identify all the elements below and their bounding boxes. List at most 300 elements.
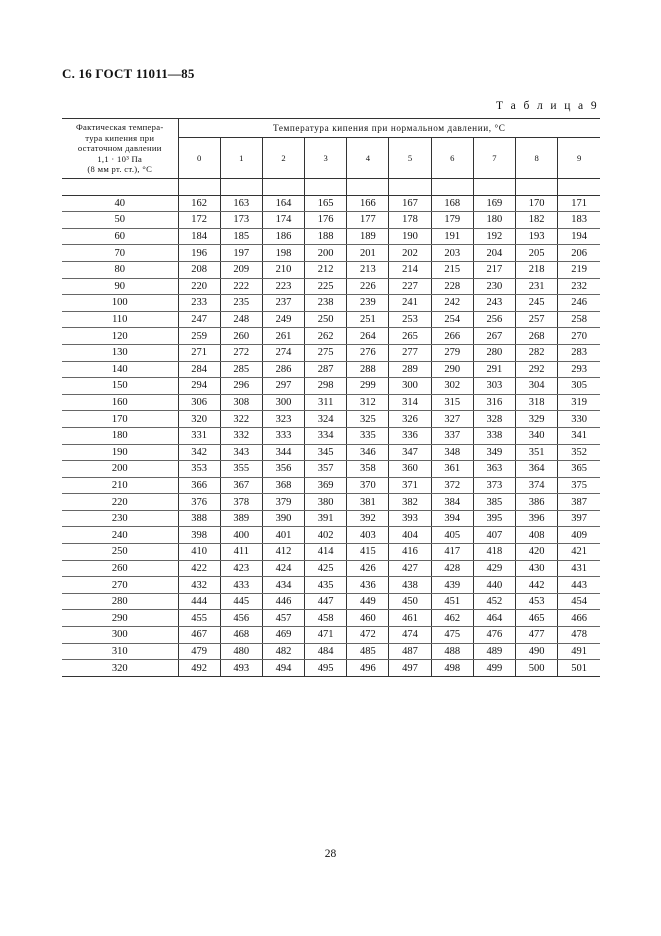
table-cell: 408 <box>516 527 558 544</box>
row-key-cell: 60 <box>62 228 178 245</box>
table-cell: 294 <box>178 378 220 395</box>
table-cell: 365 <box>558 461 600 478</box>
table-cell: 329 <box>516 411 558 428</box>
table-cell: 400 <box>220 527 262 544</box>
table-cell: 500 <box>516 660 558 677</box>
row-key-cell: 90 <box>62 278 178 295</box>
row-key-cell: 80 <box>62 261 178 278</box>
table-cell: 314 <box>389 394 431 411</box>
table-cell: 340 <box>516 427 558 444</box>
table-cell: 475 <box>431 627 473 644</box>
table-cell: 300 <box>262 394 304 411</box>
row-key-cell: 210 <box>62 477 178 494</box>
table-cell: 325 <box>347 411 389 428</box>
table-cell: 237 <box>262 295 304 312</box>
spacer-cell <box>389 179 431 196</box>
table-cell: 355 <box>220 461 262 478</box>
table-cell: 491 <box>558 643 600 660</box>
table-cell: 196 <box>178 245 220 262</box>
row-key-cell: 130 <box>62 344 178 361</box>
table-cell: 331 <box>178 427 220 444</box>
table-row <box>62 544 600 561</box>
table-cell: 230 <box>473 278 515 295</box>
spacer-cell <box>262 179 304 196</box>
table-cell: 374 <box>516 477 558 494</box>
table-row <box>62 593 600 610</box>
table-cell: 361 <box>431 461 473 478</box>
table-cell: 451 <box>431 593 473 610</box>
table-cell: 250 <box>305 311 347 328</box>
table-row <box>62 627 600 644</box>
table-cell: 173 <box>220 212 262 229</box>
table-row <box>62 261 600 278</box>
table-cell: 179 <box>431 212 473 229</box>
table-row <box>62 461 600 478</box>
table-cell: 200 <box>305 245 347 262</box>
table-cell: 395 <box>473 510 515 527</box>
group-header: Температура кипения при нормальном давлении, °С <box>178 119 600 138</box>
table-caption: Т а б л и ц а 9 <box>495 100 599 112</box>
table-cell: 318 <box>516 394 558 411</box>
table-cell: 404 <box>389 527 431 544</box>
row-key-cell: 240 <box>62 527 178 544</box>
table-cell: 254 <box>431 311 473 328</box>
row-key-cell: 260 <box>62 560 178 577</box>
table-cell: 274 <box>262 344 304 361</box>
table-cell: 428 <box>431 560 473 577</box>
table-cell: 401 <box>262 527 304 544</box>
table-cell: 450 <box>389 593 431 610</box>
row-header-cell <box>62 119 178 179</box>
table-cell: 268 <box>516 328 558 345</box>
table-cell: 357 <box>305 461 347 478</box>
table-cell: 334 <box>305 427 347 444</box>
table-cell: 348 <box>431 444 473 461</box>
table-cell: 411 <box>220 544 262 561</box>
table-cell: 457 <box>262 610 304 627</box>
table-cell: 492 <box>178 660 220 677</box>
table-cell: 311 <box>305 394 347 411</box>
table-cell: 444 <box>178 593 220 610</box>
table-cell: 445 <box>220 593 262 610</box>
table-cell: 212 <box>305 261 347 278</box>
header-spacer-row <box>62 179 600 196</box>
table-cell: 407 <box>473 527 515 544</box>
table-cell: 431 <box>558 560 600 577</box>
table-cell: 305 <box>558 378 600 395</box>
table-cell: 271 <box>178 344 220 361</box>
table-cell: 291 <box>473 361 515 378</box>
table-cell: 371 <box>389 477 431 494</box>
table-cell: 209 <box>220 261 262 278</box>
table-cell: 337 <box>431 427 473 444</box>
table-cell: 197 <box>220 245 262 262</box>
table-row <box>62 328 600 345</box>
table-cell: 168 <box>431 195 473 212</box>
table-cell: 279 <box>431 344 473 361</box>
table-cell: 381 <box>347 494 389 511</box>
table-cell: 270 <box>558 328 600 345</box>
table-cell: 219 <box>558 261 600 278</box>
table-cell: 465 <box>516 610 558 627</box>
table-cell: 364 <box>516 461 558 478</box>
table-cell: 455 <box>178 610 220 627</box>
table-cell: 366 <box>178 477 220 494</box>
table-cell: 332 <box>220 427 262 444</box>
table-cell: 213 <box>347 261 389 278</box>
table-cell: 415 <box>347 544 389 561</box>
table-cell: 501 <box>558 660 600 677</box>
table-cell: 462 <box>431 610 473 627</box>
table-cell: 479 <box>178 643 220 660</box>
table-cell: 228 <box>431 278 473 295</box>
table-cell: 210 <box>262 261 304 278</box>
table-cell: 349 <box>473 444 515 461</box>
table-cell: 421 <box>558 544 600 561</box>
table-cell: 176 <box>305 212 347 229</box>
table-cell: 478 <box>558 627 600 644</box>
table-cell: 440 <box>473 577 515 594</box>
table-cell: 326 <box>389 411 431 428</box>
table-cell: 468 <box>220 627 262 644</box>
table-row <box>62 610 600 627</box>
table-cell: 414 <box>305 544 347 561</box>
table-cell: 191 <box>431 228 473 245</box>
table-cell: 338 <box>473 427 515 444</box>
table-cell: 167 <box>389 195 431 212</box>
table-cell: 412 <box>262 544 304 561</box>
table-cell: 171 <box>558 195 600 212</box>
table-cell: 293 <box>558 361 600 378</box>
table-cell: 202 <box>389 245 431 262</box>
table-cell: 477 <box>516 627 558 644</box>
table-cell: 206 <box>558 245 600 262</box>
table-cell: 385 <box>473 494 515 511</box>
table-cell: 262 <box>305 328 347 345</box>
boiling-point-table <box>62 118 600 677</box>
table-cell: 346 <box>347 444 389 461</box>
column-header: 4 <box>347 138 389 179</box>
table-row <box>62 378 600 395</box>
table-cell: 288 <box>347 361 389 378</box>
table-cell: 232 <box>558 278 600 295</box>
table-cell: 420 <box>516 544 558 561</box>
table-cell: 454 <box>558 593 600 610</box>
table-row <box>62 477 600 494</box>
table-cell: 323 <box>262 411 304 428</box>
table-cell: 466 <box>558 610 600 627</box>
table-cell: 363 <box>473 461 515 478</box>
table-cell: 482 <box>262 643 304 660</box>
table-cell: 201 <box>347 245 389 262</box>
table-row <box>62 560 600 577</box>
table-cell: 380 <box>305 494 347 511</box>
row-key-cell: 50 <box>62 212 178 229</box>
table-cell: 258 <box>558 311 600 328</box>
table-cell: 292 <box>516 361 558 378</box>
table-cell: 225 <box>305 278 347 295</box>
table-row <box>62 195 600 212</box>
row-key-cell: 250 <box>62 544 178 561</box>
table-row <box>62 228 600 245</box>
table-cell: 238 <box>305 295 347 312</box>
table-cell: 458 <box>305 610 347 627</box>
table-cell: 177 <box>347 212 389 229</box>
row-key-cell: 320 <box>62 660 178 677</box>
table-cell: 190 <box>389 228 431 245</box>
table-row <box>62 311 600 328</box>
table-cell: 368 <box>262 477 304 494</box>
table-cell: 231 <box>516 278 558 295</box>
table-cell: 256 <box>473 311 515 328</box>
table-cell: 416 <box>389 544 431 561</box>
table-cell: 370 <box>347 477 389 494</box>
table-cell: 239 <box>347 295 389 312</box>
table-cell: 396 <box>516 510 558 527</box>
table-cell: 184 <box>178 228 220 245</box>
spacer-cell <box>62 179 178 196</box>
column-header: 2 <box>262 138 304 179</box>
table-cell: 253 <box>389 311 431 328</box>
table-cell: 203 <box>431 245 473 262</box>
table-cell: 235 <box>220 295 262 312</box>
table-cell: 182 <box>516 212 558 229</box>
table-cell: 453 <box>516 593 558 610</box>
table-cell: 227 <box>389 278 431 295</box>
table-cell: 430 <box>516 560 558 577</box>
table-cell: 439 <box>431 577 473 594</box>
table-cell: 222 <box>220 278 262 295</box>
table-cell: 302 <box>431 378 473 395</box>
table-row <box>62 295 600 312</box>
table-cell: 241 <box>389 295 431 312</box>
table-cell: 217 <box>473 261 515 278</box>
table-cell: 389 <box>220 510 262 527</box>
table-cell: 267 <box>473 328 515 345</box>
row-key-cell: 70 <box>62 245 178 262</box>
row-header-line: Фактическая темпера- <box>75 122 164 133</box>
table-cell: 285 <box>220 361 262 378</box>
table-cell: 282 <box>516 344 558 361</box>
table-cell: 328 <box>473 411 515 428</box>
table-cell: 174 <box>262 212 304 229</box>
table-row <box>62 427 600 444</box>
row-header-line: 1,1 · 10³ Па <box>97 153 143 164</box>
table-cell: 447 <box>305 593 347 610</box>
table-row <box>62 344 600 361</box>
table-cell: 277 <box>389 344 431 361</box>
table-cell: 489 <box>473 643 515 660</box>
spacer-cell <box>558 179 600 196</box>
table-cell: 163 <box>220 195 262 212</box>
table-cell: 204 <box>473 245 515 262</box>
table-cell: 312 <box>347 394 389 411</box>
table-cell: 372 <box>431 477 473 494</box>
table-cell: 166 <box>347 195 389 212</box>
table-cell: 436 <box>347 577 389 594</box>
table-cell: 193 <box>516 228 558 245</box>
table-cell: 426 <box>347 560 389 577</box>
table-cell: 417 <box>431 544 473 561</box>
table-cell: 186 <box>262 228 304 245</box>
table-cell: 333 <box>262 427 304 444</box>
table-cell: 162 <box>178 195 220 212</box>
table-cell: 287 <box>305 361 347 378</box>
table-cell: 388 <box>178 510 220 527</box>
table-cell: 443 <box>558 577 600 594</box>
table-row <box>62 494 600 511</box>
table-cell: 322 <box>220 411 262 428</box>
table-cell: 257 <box>516 311 558 328</box>
table-cell: 286 <box>262 361 304 378</box>
table-row <box>62 411 600 428</box>
table-cell: 342 <box>178 444 220 461</box>
table-cell: 248 <box>220 311 262 328</box>
table-row <box>62 212 600 229</box>
table-cell: 172 <box>178 212 220 229</box>
table-cell: 498 <box>431 660 473 677</box>
table-cell: 264 <box>347 328 389 345</box>
table-row <box>62 660 600 677</box>
table-cell: 378 <box>220 494 262 511</box>
table-cell: 494 <box>262 660 304 677</box>
table-cell: 461 <box>389 610 431 627</box>
table-cell: 260 <box>220 328 262 345</box>
table-cell: 464 <box>473 610 515 627</box>
table-cell: 304 <box>516 378 558 395</box>
table-cell: 178 <box>389 212 431 229</box>
row-key-cell: 290 <box>62 610 178 627</box>
table-cell: 356 <box>262 461 304 478</box>
table-cell: 265 <box>389 328 431 345</box>
row-key-cell: 300 <box>62 627 178 644</box>
table-cell: 391 <box>305 510 347 527</box>
row-key-cell: 270 <box>62 577 178 594</box>
table-row <box>62 643 600 660</box>
column-header: 8 <box>516 138 558 179</box>
table-cell: 390 <box>262 510 304 527</box>
table-row <box>62 361 600 378</box>
table-cell: 247 <box>178 311 220 328</box>
column-header: 6 <box>431 138 473 179</box>
table-cell: 218 <box>516 261 558 278</box>
table-cell: 185 <box>220 228 262 245</box>
table-cell: 198 <box>262 245 304 262</box>
table-cell: 296 <box>220 378 262 395</box>
table-cell: 425 <box>305 560 347 577</box>
table-cell: 290 <box>431 361 473 378</box>
table-cell: 164 <box>262 195 304 212</box>
row-key-cell: 310 <box>62 643 178 660</box>
table-cell: 251 <box>347 311 389 328</box>
row-key-cell: 110 <box>62 311 178 328</box>
table-cell: 484 <box>305 643 347 660</box>
column-header: 0 <box>178 138 220 179</box>
table-cell: 449 <box>347 593 389 610</box>
table-cell: 276 <box>347 344 389 361</box>
table-cell: 280 <box>473 344 515 361</box>
table-cell: 433 <box>220 577 262 594</box>
table-cell: 394 <box>431 510 473 527</box>
table-cell: 434 <box>262 577 304 594</box>
table-cell: 226 <box>347 278 389 295</box>
table-row <box>62 577 600 594</box>
row-key-cell: 220 <box>62 494 178 511</box>
table-cell: 188 <box>305 228 347 245</box>
table-cell: 220 <box>178 278 220 295</box>
table-cell: 259 <box>178 328 220 345</box>
table-cell: 446 <box>262 593 304 610</box>
table-row <box>62 510 600 527</box>
table-cell: 472 <box>347 627 389 644</box>
table-cell: 423 <box>220 560 262 577</box>
table-cell: 358 <box>347 461 389 478</box>
table-cell: 308 <box>220 394 262 411</box>
row-key-cell: 200 <box>62 461 178 478</box>
table-cell: 316 <box>473 394 515 411</box>
table-cell: 403 <box>347 527 389 544</box>
row-header-line: остаточном давлении <box>77 143 162 154</box>
page-number: 28 <box>324 848 337 860</box>
table-cell: 170 <box>516 195 558 212</box>
spacer-cell <box>516 179 558 196</box>
table-cell: 194 <box>558 228 600 245</box>
table-cell: 386 <box>516 494 558 511</box>
row-key-cell: 100 <box>62 295 178 312</box>
table-cell: 418 <box>473 544 515 561</box>
table-cell: 245 <box>516 295 558 312</box>
table-cell: 469 <box>262 627 304 644</box>
spacer-cell <box>473 179 515 196</box>
table-cell: 320 <box>178 411 220 428</box>
table-cell: 456 <box>220 610 262 627</box>
table-cell: 480 <box>220 643 262 660</box>
table-cell: 499 <box>473 660 515 677</box>
page-header: С. 16 ГОСТ 11011—85 <box>62 66 195 81</box>
table-cell: 493 <box>220 660 262 677</box>
table-cell: 300 <box>389 378 431 395</box>
table-cell: 261 <box>262 328 304 345</box>
table-cell: 303 <box>473 378 515 395</box>
table-cell: 330 <box>558 411 600 428</box>
table-cell: 192 <box>473 228 515 245</box>
table-cell: 382 <box>389 494 431 511</box>
table-body <box>62 179 600 677</box>
row-key-cell: 170 <box>62 411 178 428</box>
table-cell: 297 <box>262 378 304 395</box>
table-cell: 319 <box>558 394 600 411</box>
table-cell: 183 <box>558 212 600 229</box>
table-cell: 243 <box>473 295 515 312</box>
table-cell: 289 <box>389 361 431 378</box>
table-cell: 360 <box>389 461 431 478</box>
table-cell: 398 <box>178 527 220 544</box>
table-cell: 387 <box>558 494 600 511</box>
row-header-line: тура кипения при <box>85 132 155 143</box>
table-cell: 242 <box>431 295 473 312</box>
table-cell: 369 <box>305 477 347 494</box>
table-cell: 410 <box>178 544 220 561</box>
row-key-cell: 160 <box>62 394 178 411</box>
table-cell: 233 <box>178 295 220 312</box>
table-cell: 438 <box>389 577 431 594</box>
table-cell: 452 <box>473 593 515 610</box>
table-cell: 344 <box>262 444 304 461</box>
table-cell: 352 <box>558 444 600 461</box>
spacer-cell <box>220 179 262 196</box>
table-cell: 397 <box>558 510 600 527</box>
table-cell: 180 <box>473 212 515 229</box>
